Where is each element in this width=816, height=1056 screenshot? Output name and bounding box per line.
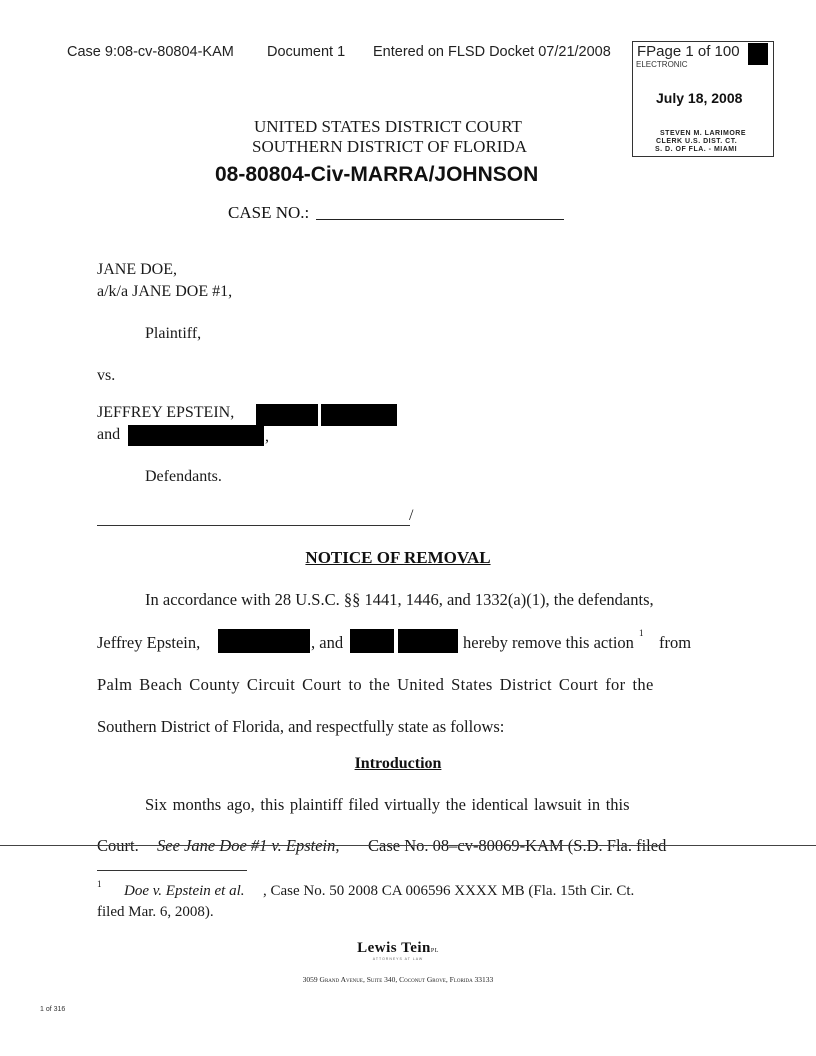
redaction-box (218, 629, 310, 653)
document-title: NOTICE OF REMOVAL (305, 548, 491, 567)
stamp-electronic: ELECTRONIC (636, 60, 688, 69)
docket-entry: Entered on FLSD Docket 07/21/2008 (373, 44, 611, 60)
and-conjunction: and (97, 426, 121, 443)
firm-tagline: ATTORNEYS AT LAW (372, 957, 424, 961)
page-counter: 1 of 316 (40, 1006, 66, 1013)
body-line: , and (311, 633, 344, 652)
case-no-label: CASE NO.: (228, 203, 310, 222)
footnote-text: filed Mar. 6, 2008). (97, 904, 214, 920)
body-line: Six months ago, this plaintiff filed virtually the identical lawsuit in this (145, 795, 630, 814)
footnote-text: , Case No. 50 2008 CA 006596 XXXX MB (Fla. 15th Cir. Ct. (263, 883, 635, 899)
body-line: from (659, 633, 692, 652)
firm-address: 3059 Grand Avenue, Suite 340, Coconut Grove, Florida 33133 (302, 975, 494, 984)
redaction-box (256, 404, 318, 426)
redaction-box (350, 629, 394, 653)
clerk-name: STEVEN M. LARIMORE (660, 130, 747, 137)
firm-suffix: PL (430, 948, 439, 954)
caption-slash: / (409, 507, 414, 524)
case-number-stamp: 08-80804-Civ-MARRA/JOHNSON (215, 163, 539, 186)
firm-name: Lewis Tein (357, 940, 431, 956)
plaintiff-aka: a/k/a JANE DOE #1, (97, 283, 233, 300)
section-heading: Introduction (354, 755, 442, 772)
scan-line-artifact (0, 845, 816, 846)
document-number: Document 1 (267, 44, 346, 60)
footnote-case-name: Doe v. Epstein et al. (124, 883, 245, 899)
body-line: Court. (97, 836, 139, 855)
body-line: hereby remove this action (463, 633, 634, 652)
body-line: In accordance with 28 U.S.C. §§ 1441, 1446, and 1332(a)(1), the defendants, (145, 590, 654, 609)
firm-logo (0, 940, 796, 957)
defendants-label: Defendants. (145, 468, 222, 485)
case-no-blank (316, 219, 564, 220)
body-line: Southern District of Florida, and respectfully state as follows: (97, 717, 505, 736)
versus: vs. (97, 367, 116, 384)
defendant-name: JEFFREY EPSTEIN, (97, 404, 235, 421)
case-citation: See Jane Doe #1 v. Epstein, (157, 836, 340, 855)
clerk-district: S. D. OF FLA. - MIAMI (655, 146, 738, 153)
caption-rule (97, 525, 410, 526)
case-reference: Case 9:08-cv-80804-KAM (67, 44, 234, 60)
plaintiff-name: JANE DOE, (97, 261, 177, 278)
clerk-title: CLERK U.S. DIST. CT. (656, 138, 738, 145)
plaintiff-label: Plaintiff, (145, 325, 202, 342)
body-line: Jeffrey Epstein, (97, 633, 201, 652)
court-name-line2: SOUTHERN DISTRICT OF FLORIDA (252, 137, 528, 156)
stamp-page-number: FPage 1 of 100 (637, 43, 740, 60)
redaction-box (748, 43, 768, 65)
footnote-reference: 1 (639, 628, 644, 638)
body-line: Case No. 08–cv-80069-KAM (S.D. Fla. filed (368, 836, 667, 855)
court-name-line1: UNITED STATES DISTRICT COURT (254, 117, 522, 136)
footnote-rule (97, 870, 247, 871)
redaction-box (398, 629, 458, 653)
redaction-box (128, 425, 264, 446)
redaction-box (321, 404, 397, 426)
body-line: Palm Beach County Circuit Court to the United States District Court for the (97, 675, 654, 694)
stamp-date: July 18, 2008 (656, 90, 743, 106)
caption-comma: , (265, 428, 269, 445)
footnote-mark: 1 (97, 879, 102, 889)
